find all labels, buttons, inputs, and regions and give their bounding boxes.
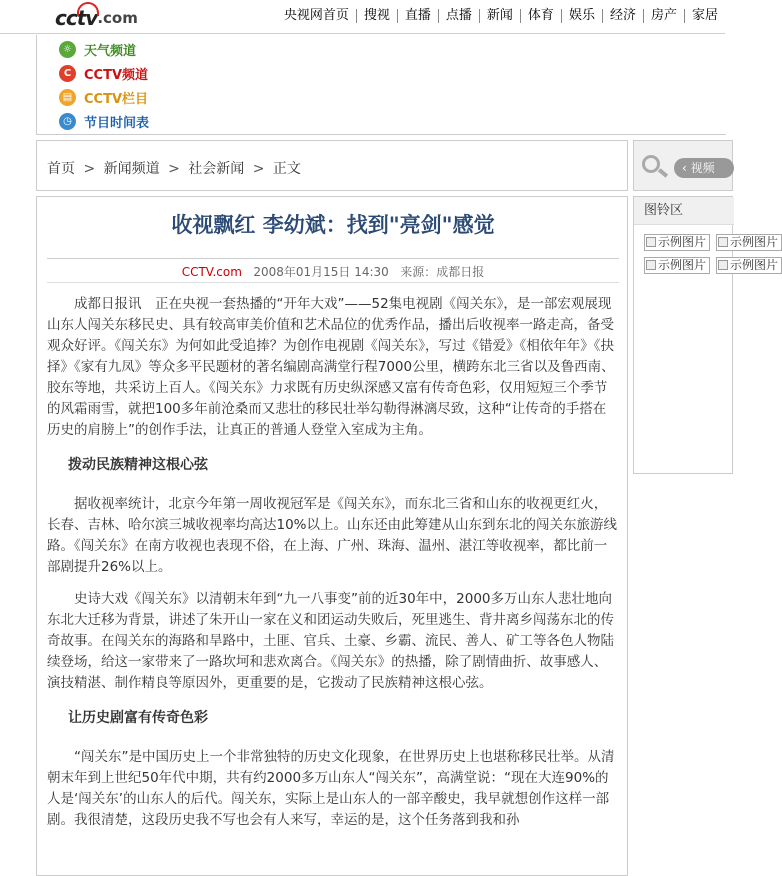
image-icon xyxy=(718,260,728,270)
article-paragraph: “闯关东”是中国历史上一个非常独特的历史文化现象，在世界历史上也堪称移民壮举。从清朝末年到上世纪50年代中期，共有约2000多万山东人“闯关东”，高满堂说：“现在大连90%的人是‘闯关东’的山东人的后代。闯关东，实际上是山东人的一部辛酸史，我早就想创作这样一部剧。我很清楚，这段历史我不写也会有人来写，幸运的是，这个任务落到我和孙 xyxy=(47,749,615,828)
video-search-button[interactable]: ‹ 视频 xyxy=(674,158,734,178)
logo-suffix: .com xyxy=(97,9,138,27)
nav-item-home-decor[interactable]: 家居 xyxy=(684,9,725,23)
article-paragraph: 成都日报讯 正在央视一套热播的“开年大戏”——52集电视剧《闯关东》，是一部宏观展现山东人闯关东移民史、具有较高审美价值和艺术品位的优秀作品，播出后收视率一路走高，备受观众好评。《闯关东》为何如此受追捧？为创作电视剧《闯关东》，写过《错爱》《相依年年》《抉择》《家有九凤》等众多平民题材的著名编剧高满堂行程7000公里，横跨东北三省以及鲁西南、胶东等地，共采访上百人。《闯关东》力求既有历史纵深感又富有传奇色彩，仅用短短三个季节的风霜雨雪，就把100多年前沧桑而又悲壮的移民壮举勾勒得淋漓尽致，这种“让传奇的手搭在历史的肩膀上”的创作手法，让真正的普通人登堂入室成为主角。 xyxy=(47,296,615,438)
article xyxy=(36,196,628,876)
top-nav xyxy=(277,9,725,23)
breadcrumb-box xyxy=(36,140,628,191)
channel-label: 节目时间表 xyxy=(84,116,150,131)
breadcrumb xyxy=(47,158,305,178)
cctv-channel-icon: C xyxy=(59,65,76,82)
breadcrumb-home[interactable]: 首页 xyxy=(47,161,75,177)
breadcrumb-separator: > xyxy=(168,161,180,177)
nav-item-live[interactable]: 直播 xyxy=(397,9,438,23)
thumb-label: 示例图片 xyxy=(730,235,779,249)
top-bar xyxy=(0,0,725,34)
article-paragraph: 史诗大戏《闯关东》以清朝末年到“九一八事变”前的近30年中，2000多万山东人悲壮地向东北大迁移为背景，讲述了朱开山一家在义和团运动失败后，死里逃生、背井离乡闯荡东北的传奇故事。在闯关东的海路和旱路中，土匪、官兵、土豪、乡霸、流民、善人、矿工等各色人物陆续登场，给这一家带来了一路坎坷和悲欢离合。《闯关东》的热播，除了剧情曲折、故事感人、演技精湛、制作精良等原因外，更重要的是，它拨动了民族精神这根心弦。 xyxy=(47,591,614,691)
breadcrumb-news[interactable]: 新闻频道 xyxy=(103,161,160,177)
divider xyxy=(47,282,619,283)
article-source: 来源：成都日报 xyxy=(400,265,485,279)
image-icon xyxy=(718,237,728,247)
photo-thumbnail[interactable] xyxy=(716,234,782,251)
nav-item-realestate[interactable]: 房产 xyxy=(643,9,684,23)
thumb-label: 示例图片 xyxy=(658,235,707,249)
image-icon xyxy=(646,237,656,247)
nav-item-search[interactable]: 搜视 xyxy=(356,9,397,23)
image-icon xyxy=(646,260,656,270)
breadcrumb-current: 正文 xyxy=(272,161,301,177)
channel-list xyxy=(36,35,726,135)
weather-icon: ☼ xyxy=(59,41,76,58)
schedule-icon: ◷ xyxy=(59,113,76,130)
channel-label: CCTV频道 xyxy=(84,68,149,83)
breadcrumb-separator: > xyxy=(83,161,96,177)
photo-thumbnail[interactable] xyxy=(644,234,710,251)
nav-item-entertainment[interactable]: 娱乐 xyxy=(561,9,602,23)
photo-thumbnail[interactable] xyxy=(716,257,782,274)
photo-thumbnail[interactable] xyxy=(644,257,710,274)
video-button-label: 视频 xyxy=(690,161,715,175)
article-subheading: 让历史剧富有传奇色彩 xyxy=(68,710,208,726)
logo-ring-icon xyxy=(77,2,99,16)
article-paragraph: 据收视率统计，北京今年第一周收视冠军是《闯关东》，而东北三省和山东的收视更红火，长春、吉林、哈尔滨三城收视率均高达10%以上。山东还由此筹建从山东到东北的闯关东旅游线路。《闯关东》在南方收视也表现不俗，在上海、广州、珠海、温州、湛江等收视率，都比前一部剧提升26%以上。 xyxy=(47,496,618,575)
channel-cctv[interactable] xyxy=(59,64,148,83)
channel-weather[interactable] xyxy=(59,40,136,59)
divider xyxy=(47,258,619,259)
breadcrumb-society[interactable]: 社会新闻 xyxy=(188,161,245,177)
article-title: 收视飘红 李幼斌：找到"亮剑"感觉 xyxy=(171,212,495,237)
thumb-label: 示例图片 xyxy=(658,258,707,272)
channel-label: CCTV栏目 xyxy=(84,92,149,107)
nav-item-home[interactable]: 央视网首页 xyxy=(283,8,349,23)
channel-schedule[interactable] xyxy=(59,112,149,131)
channel-label: 天气频道 xyxy=(84,44,137,59)
nav-item-sports[interactable]: 体育 xyxy=(520,9,561,23)
article-meta xyxy=(37,263,629,280)
article-body xyxy=(47,294,619,842)
thumb-label: 示例图片 xyxy=(730,258,779,272)
cctv-logo[interactable] xyxy=(55,6,138,30)
photo-box-title: 图铃区 xyxy=(634,197,734,225)
nav-item-economy[interactable]: 经济 xyxy=(602,9,643,23)
breadcrumb-separator: > xyxy=(252,161,265,177)
article-subheading: 拨动民族精神这根心弦 xyxy=(68,457,208,473)
logo-text: cctv xyxy=(55,6,98,30)
video-search-box xyxy=(633,140,733,191)
photo-box xyxy=(633,196,779,474)
source-site[interactable]: CCTV.com xyxy=(181,265,242,279)
nav-item-news[interactable]: 新闻 xyxy=(479,9,520,23)
channel-column[interactable] xyxy=(59,88,148,107)
search-icon-handle xyxy=(658,168,668,177)
nav-item-vod[interactable]: 点播 xyxy=(438,9,479,23)
article-datetime: 2008年01月15日 14:30 xyxy=(253,265,389,279)
cctv-column-icon: ▤ xyxy=(59,89,76,106)
